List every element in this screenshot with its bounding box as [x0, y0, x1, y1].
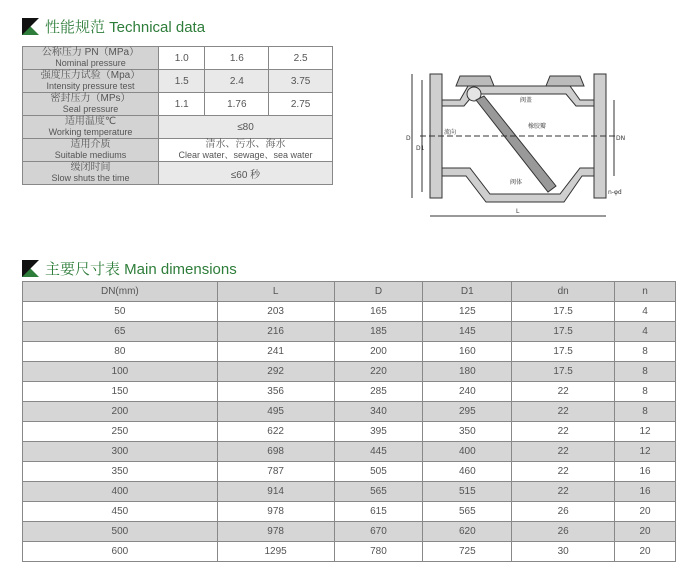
bonnet — [456, 76, 494, 86]
table-cell: 300 — [23, 442, 218, 462]
table-cell: 180 — [423, 362, 512, 382]
table-cell: 395 — [334, 422, 423, 442]
table-cell: 165 — [334, 302, 423, 322]
table-cell: 220 — [334, 362, 423, 382]
table-row — [23, 482, 676, 502]
table-cell: 17.5 — [512, 362, 615, 382]
table-cell: ≤60 秒 — [159, 162, 333, 185]
technical-data-title-text: 性能规范 Technical data — [45, 19, 206, 36]
table-cell: 725 — [423, 542, 512, 562]
row-label — [23, 139, 159, 162]
value-cn: 清水、污水、海水 — [205, 139, 286, 150]
table-cell: 20 — [615, 502, 676, 522]
table-cell: 1.6 — [205, 47, 269, 70]
row-label — [23, 70, 159, 93]
table-cell: 4 — [615, 322, 676, 342]
table-row — [23, 139, 333, 162]
table-cell: 515 — [423, 482, 512, 502]
valve-section-diagram — [390, 56, 630, 226]
table-cell: ≤80 — [159, 116, 333, 139]
table-cell: 2.5 — [269, 47, 333, 70]
upper-body-wall — [442, 86, 594, 106]
table-cell: 505 — [334, 462, 423, 482]
column-header: n — [615, 282, 676, 302]
table-cell: 80 — [23, 342, 218, 362]
column-header: D — [334, 282, 423, 302]
table-cell: 400 — [23, 482, 218, 502]
label-cn: 公称压力 PN（MPa） — [41, 47, 140, 58]
table-cell: 1295 — [217, 542, 334, 562]
table-cell: 340 — [334, 402, 423, 422]
table-cell: 978 — [217, 502, 334, 522]
table-cell: 565 — [334, 482, 423, 502]
table-cell: 30 — [512, 542, 615, 562]
label-flow: 流向 — [444, 129, 457, 136]
table-cell: 200 — [23, 402, 218, 422]
table-row — [23, 402, 676, 422]
label-en: Intensity pressure test — [46, 81, 135, 91]
main-dimensions-title — [22, 258, 237, 279]
table-cell: 20 — [615, 522, 676, 542]
table-cell: 1.1 — [159, 93, 205, 116]
table-cell: 200 — [334, 342, 423, 362]
table-cell: 914 — [217, 482, 334, 502]
row-label — [23, 93, 159, 116]
row-label — [23, 162, 159, 185]
label-L: L — [516, 208, 520, 215]
table-cell: 16 — [615, 482, 676, 502]
table-row — [23, 362, 676, 382]
table-cell: 600 — [23, 542, 218, 562]
technical-data-title — [22, 16, 205, 37]
bonnet-right — [546, 76, 584, 86]
table-cell: 150 — [23, 382, 218, 402]
table-cell: 216 — [217, 322, 334, 342]
label-D1: D1 — [416, 145, 425, 152]
row-label — [23, 47, 159, 70]
table-row — [23, 342, 676, 362]
table-cell — [159, 139, 333, 162]
table-cell: 356 — [217, 382, 334, 402]
table-row — [23, 382, 676, 402]
label-en: Slow shuts the time — [51, 173, 130, 183]
table-cell: 22 — [512, 382, 615, 402]
table-cell: 160 — [423, 342, 512, 362]
table-cell: 4 — [615, 302, 676, 322]
label-body: 阀体 — [510, 179, 523, 186]
table-cell: 295 — [423, 402, 512, 422]
table-row — [23, 47, 333, 70]
table-cell: 241 — [217, 342, 334, 362]
table-cell: 8 — [615, 382, 676, 402]
table-cell: 400 — [423, 442, 512, 462]
table-cell: 125 — [423, 302, 512, 322]
section-marker-icon — [22, 18, 39, 35]
table-cell: 787 — [217, 462, 334, 482]
label-en: Nominal pressure — [55, 58, 126, 68]
table-cell: 2.75 — [269, 93, 333, 116]
table-cell: 250 — [23, 422, 218, 442]
table-cell: 285 — [334, 382, 423, 402]
label-DN: DN — [616, 135, 626, 142]
table-row — [23, 422, 676, 442]
table-cell: 22 — [512, 442, 615, 462]
value-en: Clear water、sewage、sea water — [178, 150, 313, 160]
table-cell: 445 — [334, 442, 423, 462]
table-cell: 978 — [217, 522, 334, 542]
table-cell: 495 — [217, 402, 334, 422]
table-cell: 26 — [512, 502, 615, 522]
table-cell: 2.4 — [205, 70, 269, 93]
label-en: Working temperature — [48, 127, 133, 137]
technical-data-table — [22, 46, 333, 185]
column-header: D1 — [423, 282, 512, 302]
table-row — [23, 116, 333, 139]
table-cell: 615 — [334, 502, 423, 522]
table-row — [23, 462, 676, 482]
label-en: Suitable mediums — [54, 150, 127, 160]
column-header: L — [217, 282, 334, 302]
label-en: Seal pressure — [62, 104, 119, 114]
table-cell: 780 — [334, 542, 423, 562]
table-row — [23, 322, 676, 342]
table-cell: 185 — [334, 322, 423, 342]
table-cell: 622 — [217, 422, 334, 442]
table-cell: 500 — [23, 522, 218, 542]
table-cell: 26 — [512, 522, 615, 542]
label-cn: 强度压力试验（Mpa） — [40, 70, 141, 81]
table-cell: 16 — [615, 462, 676, 482]
table-row — [23, 442, 676, 462]
label-D: D — [406, 135, 411, 142]
table-row — [23, 302, 676, 322]
table-cell: 565 — [423, 502, 512, 522]
table-row — [23, 70, 333, 93]
table-cell: 17.5 — [512, 302, 615, 322]
table-cell: 17.5 — [512, 322, 615, 342]
label-cn: 密封压力（MPs） — [50, 93, 131, 104]
table-cell: 292 — [217, 362, 334, 382]
table-cell: 17.5 — [512, 342, 615, 362]
table-row — [23, 502, 676, 522]
column-header: dn — [512, 282, 615, 302]
table-cell: 22 — [512, 402, 615, 422]
table-cell: 12 — [615, 442, 676, 462]
table-cell: 8 — [615, 362, 676, 382]
table-cell: 8 — [615, 402, 676, 422]
main-dimensions-title-text: 主要尺寸表 Main dimensions — [45, 261, 237, 278]
main-dimensions-table — [22, 281, 676, 562]
table-cell: 670 — [334, 522, 423, 542]
label-cn: 适用温度℃ — [64, 116, 117, 127]
table-header-row — [23, 282, 676, 302]
label-n-dn: n-φd — [608, 189, 622, 196]
table-cell: 1.0 — [159, 47, 205, 70]
table-cell: 22 — [512, 462, 615, 482]
column-header: DN(mm) — [23, 282, 218, 302]
label-cn: 缓闭时间 — [70, 162, 111, 173]
table-cell: 65 — [23, 322, 218, 342]
rubber-disc — [476, 96, 556, 192]
table-row — [23, 542, 676, 562]
table-cell: 450 — [23, 502, 218, 522]
table-cell: 3.75 — [269, 70, 333, 93]
table-cell: 20 — [615, 542, 676, 562]
table-cell: 145 — [423, 322, 512, 342]
table-cell: 350 — [23, 462, 218, 482]
table-cell: 203 — [217, 302, 334, 322]
label-rubber: 橡胶瓣 — [528, 123, 547, 130]
table-cell: 350 — [423, 422, 512, 442]
section-marker-icon — [22, 260, 39, 277]
label-cn: 适用介质 — [70, 139, 111, 150]
table-cell: 22 — [512, 482, 615, 502]
table-cell: 22 — [512, 422, 615, 442]
table-cell: 8 — [615, 342, 676, 362]
table-cell: 698 — [217, 442, 334, 462]
table-cell: 620 — [423, 522, 512, 542]
label-bonnet: 阀盖 — [520, 97, 533, 104]
table-cell: 1.76 — [205, 93, 269, 116]
table-cell: 1.5 — [159, 70, 205, 93]
table-row — [23, 162, 333, 185]
table-cell: 460 — [423, 462, 512, 482]
row-label — [23, 116, 159, 139]
table-row — [23, 522, 676, 542]
table-cell: 240 — [423, 382, 512, 402]
table-cell: 12 — [615, 422, 676, 442]
table-row — [23, 93, 333, 116]
table-cell: 50 — [23, 302, 218, 322]
table-cell: 100 — [23, 362, 218, 382]
